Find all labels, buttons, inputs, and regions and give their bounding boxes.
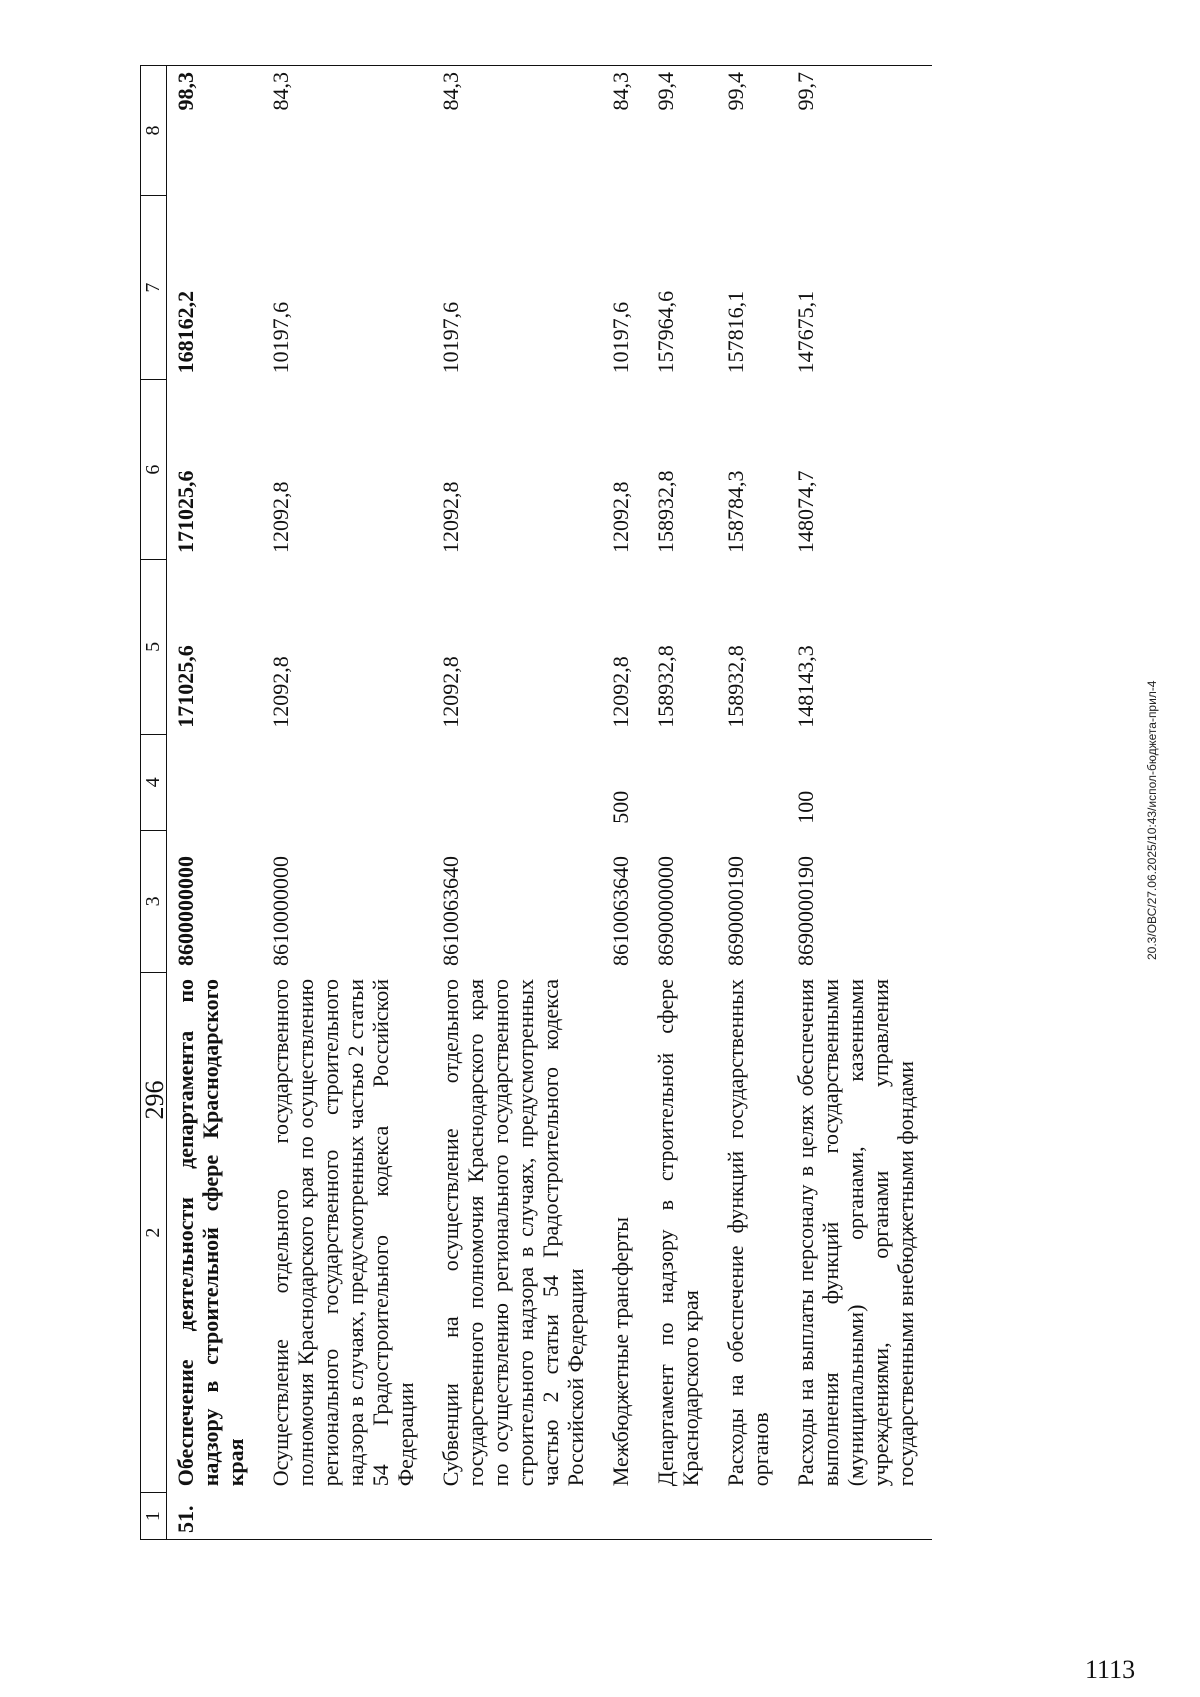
row-value-5: 148143,3 bbox=[793, 645, 818, 728]
budget-table bbox=[140, 65, 932, 1540]
header-col-1: 1 bbox=[141, 1493, 167, 1540]
row-type: 500 bbox=[608, 790, 633, 824]
row-type bbox=[167, 734, 263, 830]
row-number bbox=[647, 1493, 717, 1540]
table-header-row bbox=[141, 66, 167, 1540]
row-value-8: 99,7 bbox=[787, 66, 932, 196]
row-value-8: 98,3 bbox=[167, 66, 263, 196]
row-name: Департамент по надзору в строительной сфере Краснодарского края bbox=[653, 978, 703, 1487]
row-code: 8690000190 bbox=[723, 855, 748, 966]
row-type: 100 bbox=[793, 790, 818, 824]
sheet-number: 1113 bbox=[1085, 1655, 1136, 1684]
row-value-8: 84,3 bbox=[602, 66, 647, 196]
row-name: Субвенции на осуществление отдельного государственного полномочия Краснодарского края по осуществлению регионального государственного строительного надзора в случаях, предусмотренных частью 2 статьи 54 Градостроительного кодекса Российской Федерации bbox=[438, 978, 588, 1487]
header-col-6: 6 bbox=[141, 380, 167, 560]
row-type bbox=[262, 734, 432, 830]
table-row bbox=[602, 66, 647, 1540]
page-number: 296 bbox=[140, 1080, 169, 1120]
row-code: 8690000000 bbox=[653, 855, 678, 966]
row-type bbox=[717, 734, 787, 830]
header-col-5: 5 bbox=[141, 559, 167, 734]
row-value-6: 171025,6 bbox=[173, 470, 198, 553]
row-code: 8600000000 bbox=[173, 855, 198, 966]
row-number bbox=[432, 1493, 602, 1540]
row-value-7: 157964,6 bbox=[653, 290, 678, 374]
document-footer-code: 20.3/ОВС/27.06.2025/10:43/испол-бюджета-прил-4 bbox=[1145, 680, 1159, 960]
row-value-5: 158932,8 bbox=[723, 645, 748, 728]
row-name: Расходы на выплаты персоналу в целях обеспечения выполнения функций государственными (муниципальными) органами, казенными учреждениями, органами управления государственными внебюджетными фондами bbox=[793, 978, 918, 1487]
table-row bbox=[262, 66, 432, 1540]
row-value-8: 99,4 bbox=[717, 66, 787, 196]
row-code: 8610063640 bbox=[608, 855, 633, 966]
row-value-8: 84,3 bbox=[432, 66, 602, 196]
row-number bbox=[602, 1493, 647, 1540]
row-value-5: 171025,6 bbox=[173, 645, 198, 728]
row-value-5: 12092,8 bbox=[608, 656, 633, 728]
row-name: Осуществление отдельного государственного полномочия Краснодарского края по осуществлению регионального государственного строительного надзора в случаях, предусмотренных частью 2 статьи 54 Градостроительного кодекса Российской Федерации bbox=[268, 978, 418, 1487]
row-value-6: 158784,3 bbox=[723, 470, 748, 553]
row-value-8: 84,3 bbox=[262, 66, 432, 196]
row-value-7: 168162,2 bbox=[173, 290, 198, 374]
row-type bbox=[432, 734, 602, 830]
row-value-7: 10197,6 bbox=[438, 301, 463, 374]
header-col-2: 2 bbox=[141, 972, 167, 1492]
row-value-7: 147675,1 bbox=[793, 290, 818, 374]
row-number bbox=[717, 1493, 787, 1540]
row-type bbox=[647, 734, 717, 830]
row-value-5: 12092,8 bbox=[438, 656, 463, 728]
header-col-3: 3 bbox=[141, 830, 167, 972]
header-col-4: 4 bbox=[141, 734, 167, 830]
row-value-5: 158932,8 bbox=[653, 645, 678, 728]
row-value-7: 157816,1 bbox=[723, 290, 748, 374]
row-code: 8690000190 bbox=[793, 855, 818, 966]
row-code: 8610000000 bbox=[268, 855, 293, 966]
header-col-8: 8 bbox=[141, 66, 167, 196]
table-row bbox=[647, 66, 717, 1540]
table-row bbox=[167, 66, 263, 1540]
row-number: 51. bbox=[167, 1493, 263, 1540]
row-value-7: 10197,6 bbox=[608, 301, 633, 374]
row-name: Обеспечение деятельности департамента по надзору в строительной сфере Краснодарского края bbox=[173, 978, 248, 1487]
row-number bbox=[787, 1493, 932, 1540]
row-value-6: 12092,8 bbox=[268, 481, 293, 553]
row-name: Межбюджетные трансферты bbox=[608, 1216, 633, 1487]
row-value-8: 99,4 bbox=[647, 66, 717, 196]
row-value-6: 148074,7 bbox=[793, 470, 818, 553]
table-row bbox=[717, 66, 787, 1540]
table-row bbox=[787, 66, 932, 1540]
header-col-7: 7 bbox=[141, 195, 167, 379]
row-value-7: 10197,6 bbox=[268, 301, 293, 374]
row-value-6: 158932,8 bbox=[653, 470, 678, 553]
row-value-6: 12092,8 bbox=[608, 481, 633, 553]
table-row bbox=[432, 66, 602, 1540]
row-value-6: 12092,8 bbox=[438, 481, 463, 553]
row-value-5: 12092,8 bbox=[268, 656, 293, 728]
row-code: 8610063640 bbox=[438, 855, 463, 966]
row-name: Расходы на обеспечение функций государственных органов bbox=[723, 978, 773, 1487]
budget-sheet bbox=[140, 65, 1170, 1540]
row-number bbox=[262, 1493, 432, 1540]
